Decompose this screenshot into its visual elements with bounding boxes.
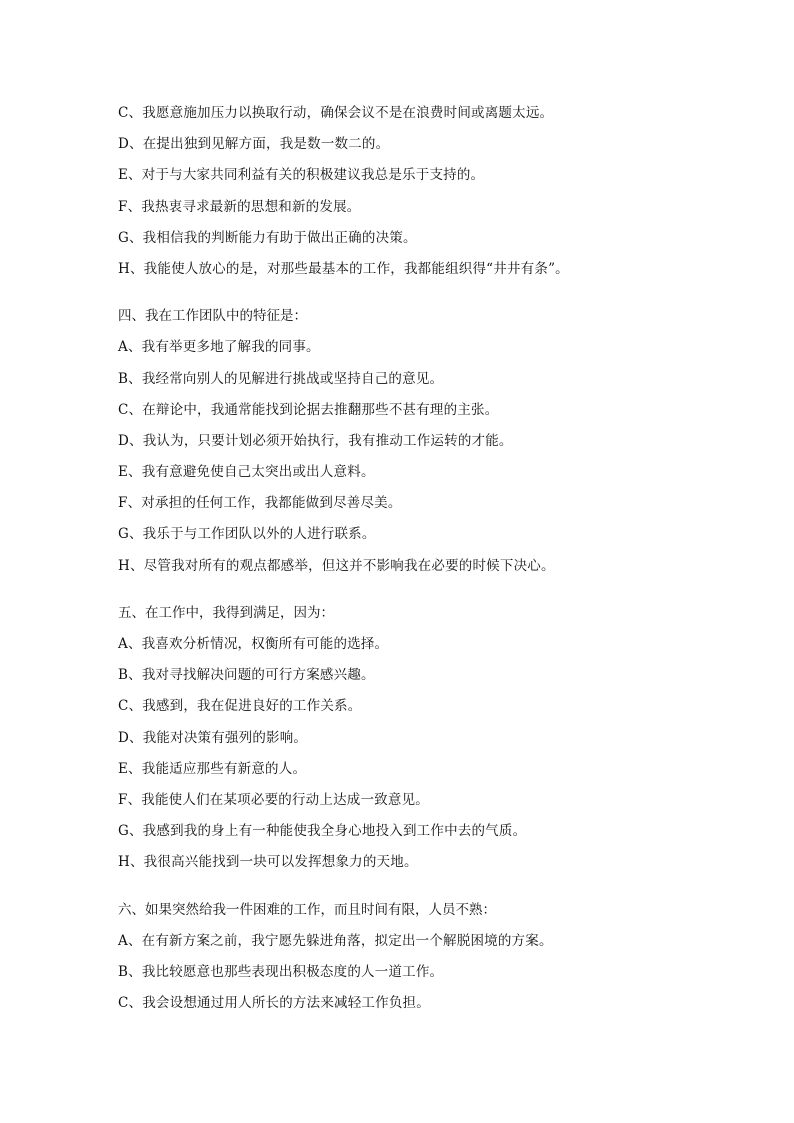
- option-a: A、我喜欢分析情况，权衡所有可能的选择。: [118, 636, 389, 652]
- option-c: C、我感到，我在促进良好的工作关系。: [118, 698, 362, 715]
- option-h: H、尽管我对所有的观点都感举，但这并不影响我在必要的时候下决心。: [118, 557, 555, 574]
- section-gap: [118, 879, 738, 895]
- option-h: H、我能使人放心的是，对那些最基本的工作，我都能组织得“井井有条”。: [118, 260, 569, 277]
- section-title: 六、如果突然给我一件困难的工作，而且时间有限，人员不熟：: [118, 901, 496, 918]
- option-e: E、我能适应那些有新意的人。: [118, 760, 307, 777]
- section-continued: [118, 98, 738, 285]
- option-g: G、我相信我的判断能力有助于做出正确的决策。: [118, 229, 417, 246]
- option-f: F、我能使人们在某项必要的行动上达成一致意见。: [118, 791, 429, 808]
- option-g: G、我感到我的身上有一种能使我全身心地投入到工作中去的气质。: [118, 823, 527, 840]
- option-g: G、我乐于与工作团队以外的人进行联系。: [118, 526, 376, 543]
- option-b: B、我比较愿意也那些表现出积极态度的人一道工作。: [118, 963, 444, 980]
- option-e: E、对于与大家共同利益有关的积极建议我总是乐于支持的。: [118, 167, 485, 184]
- option-b: B、我对寻找解决问题的可行方案感兴趣。: [118, 667, 375, 684]
- section-5: [118, 598, 738, 879]
- section-title: 五、在工作中，我得到满足，因为：: [118, 604, 334, 621]
- section-6: [118, 895, 738, 1020]
- option-d: D、我能对决策有强列的影响。: [118, 729, 308, 746]
- option-d: D、在提出独到见解方面，我是数一数二的。: [118, 136, 390, 153]
- option-a: A、我有举更多地了解我的同事。: [118, 339, 320, 356]
- section-4: [118, 301, 738, 582]
- option-h: H、我很高兴能找到一块可以发挥想象力的天地。: [118, 854, 418, 871]
- option-f: F、对承担的任何工作，我都能做到尽善尽美。: [118, 495, 402, 512]
- option-c: C、我会设想通过用人所长的方法来减轻工作负担。: [118, 995, 430, 1012]
- option-a: A、在有新方案之前，我宁愿先躲进角落，拟定出一个解脱困境的方案。: [118, 932, 553, 949]
- option-d: D、我认为，只要计划必须开始执行，我有推动工作运转的才能。: [118, 432, 513, 449]
- option-e: E、我有意避免使自己太突出或出人意料。: [118, 464, 375, 481]
- section-gap: [118, 285, 738, 301]
- option-c: C、在辩论中，我通常能找到论据去推翻那些不甚有理的主张。: [118, 401, 499, 418]
- section-title: 四、我在工作团队中的特征是：: [118, 308, 307, 325]
- option-f: F、我热衷寻求最新的思想和新的发展。: [118, 198, 361, 215]
- document-page: [118, 98, 738, 1019]
- option-b: B、我经常向别人的见解进行挑战或坚持自己的意见。: [118, 370, 444, 387]
- section-gap: [118, 582, 738, 598]
- option-c: C、我愿意施加压力以换取行动，确保会议不是在浪费时间或离题太远。: [118, 105, 554, 121]
